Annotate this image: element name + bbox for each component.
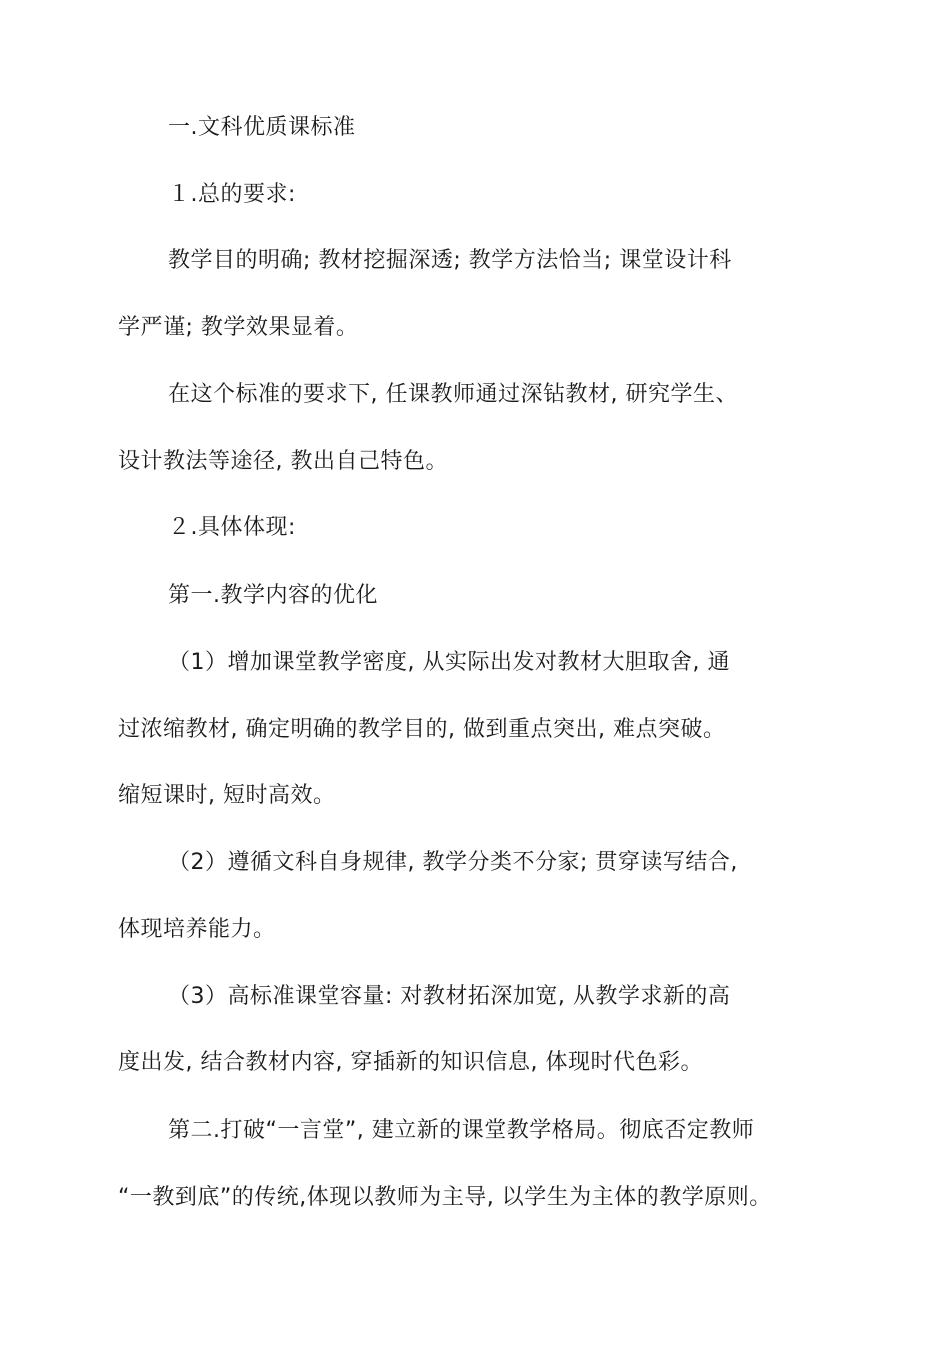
paragraph-line: 度出发, 结合教材内容, 穿插新的知识信息, 体现时代色彩。 (118, 1050, 703, 1075)
paragraph-line: 教学目的明确; 教材挖掘深透; 教学方法恰当; 课堂设计科 (168, 248, 732, 273)
paragraph-line: “一教到底”的传统,体现以教师为主导, 以学生为主体的教学原则。 (118, 1185, 772, 1210)
paragraph-line: （3）高标准课堂容量: 对教材拓深加宽, 从教学求新的高 (168, 984, 731, 1009)
paragraph-line: 第二.打破“一言堂”, 建立新的课堂教学格局。彻底否定教师 (168, 1118, 755, 1143)
paragraph-line: 体现培养能力。 (118, 917, 276, 942)
paragraph-line: 过浓缩教材, 确定明确的教学目的, 做到重点突出, 难点突破。 (118, 717, 726, 742)
paragraph-line: （2）遵循文科自身规律, 教学分类不分家; 贯穿读写结合, (168, 850, 738, 875)
paragraph-line: 设计教法等途径, 教出自己特色。 (118, 449, 448, 474)
item-heading: 第一.教学内容的优化 (168, 583, 378, 608)
paragraph-line: 在这个标准的要求下, 任课教师通过深钻教材, 研究学生、 (168, 382, 738, 407)
paragraph-line: 学严谨; 教学效果显着。 (118, 315, 359, 340)
section-heading: 一.文科优质课标准 (168, 115, 356, 140)
paragraph-line: （1）增加课堂教学密度, 从实际出发对教材大胆取舍, 通 (168, 650, 730, 675)
subsection-heading: ２.具体体现: (168, 515, 296, 540)
subsection-heading: １.总的要求: (168, 182, 296, 207)
paragraph-line: 缩短课时, 短时高效。 (118, 783, 336, 808)
